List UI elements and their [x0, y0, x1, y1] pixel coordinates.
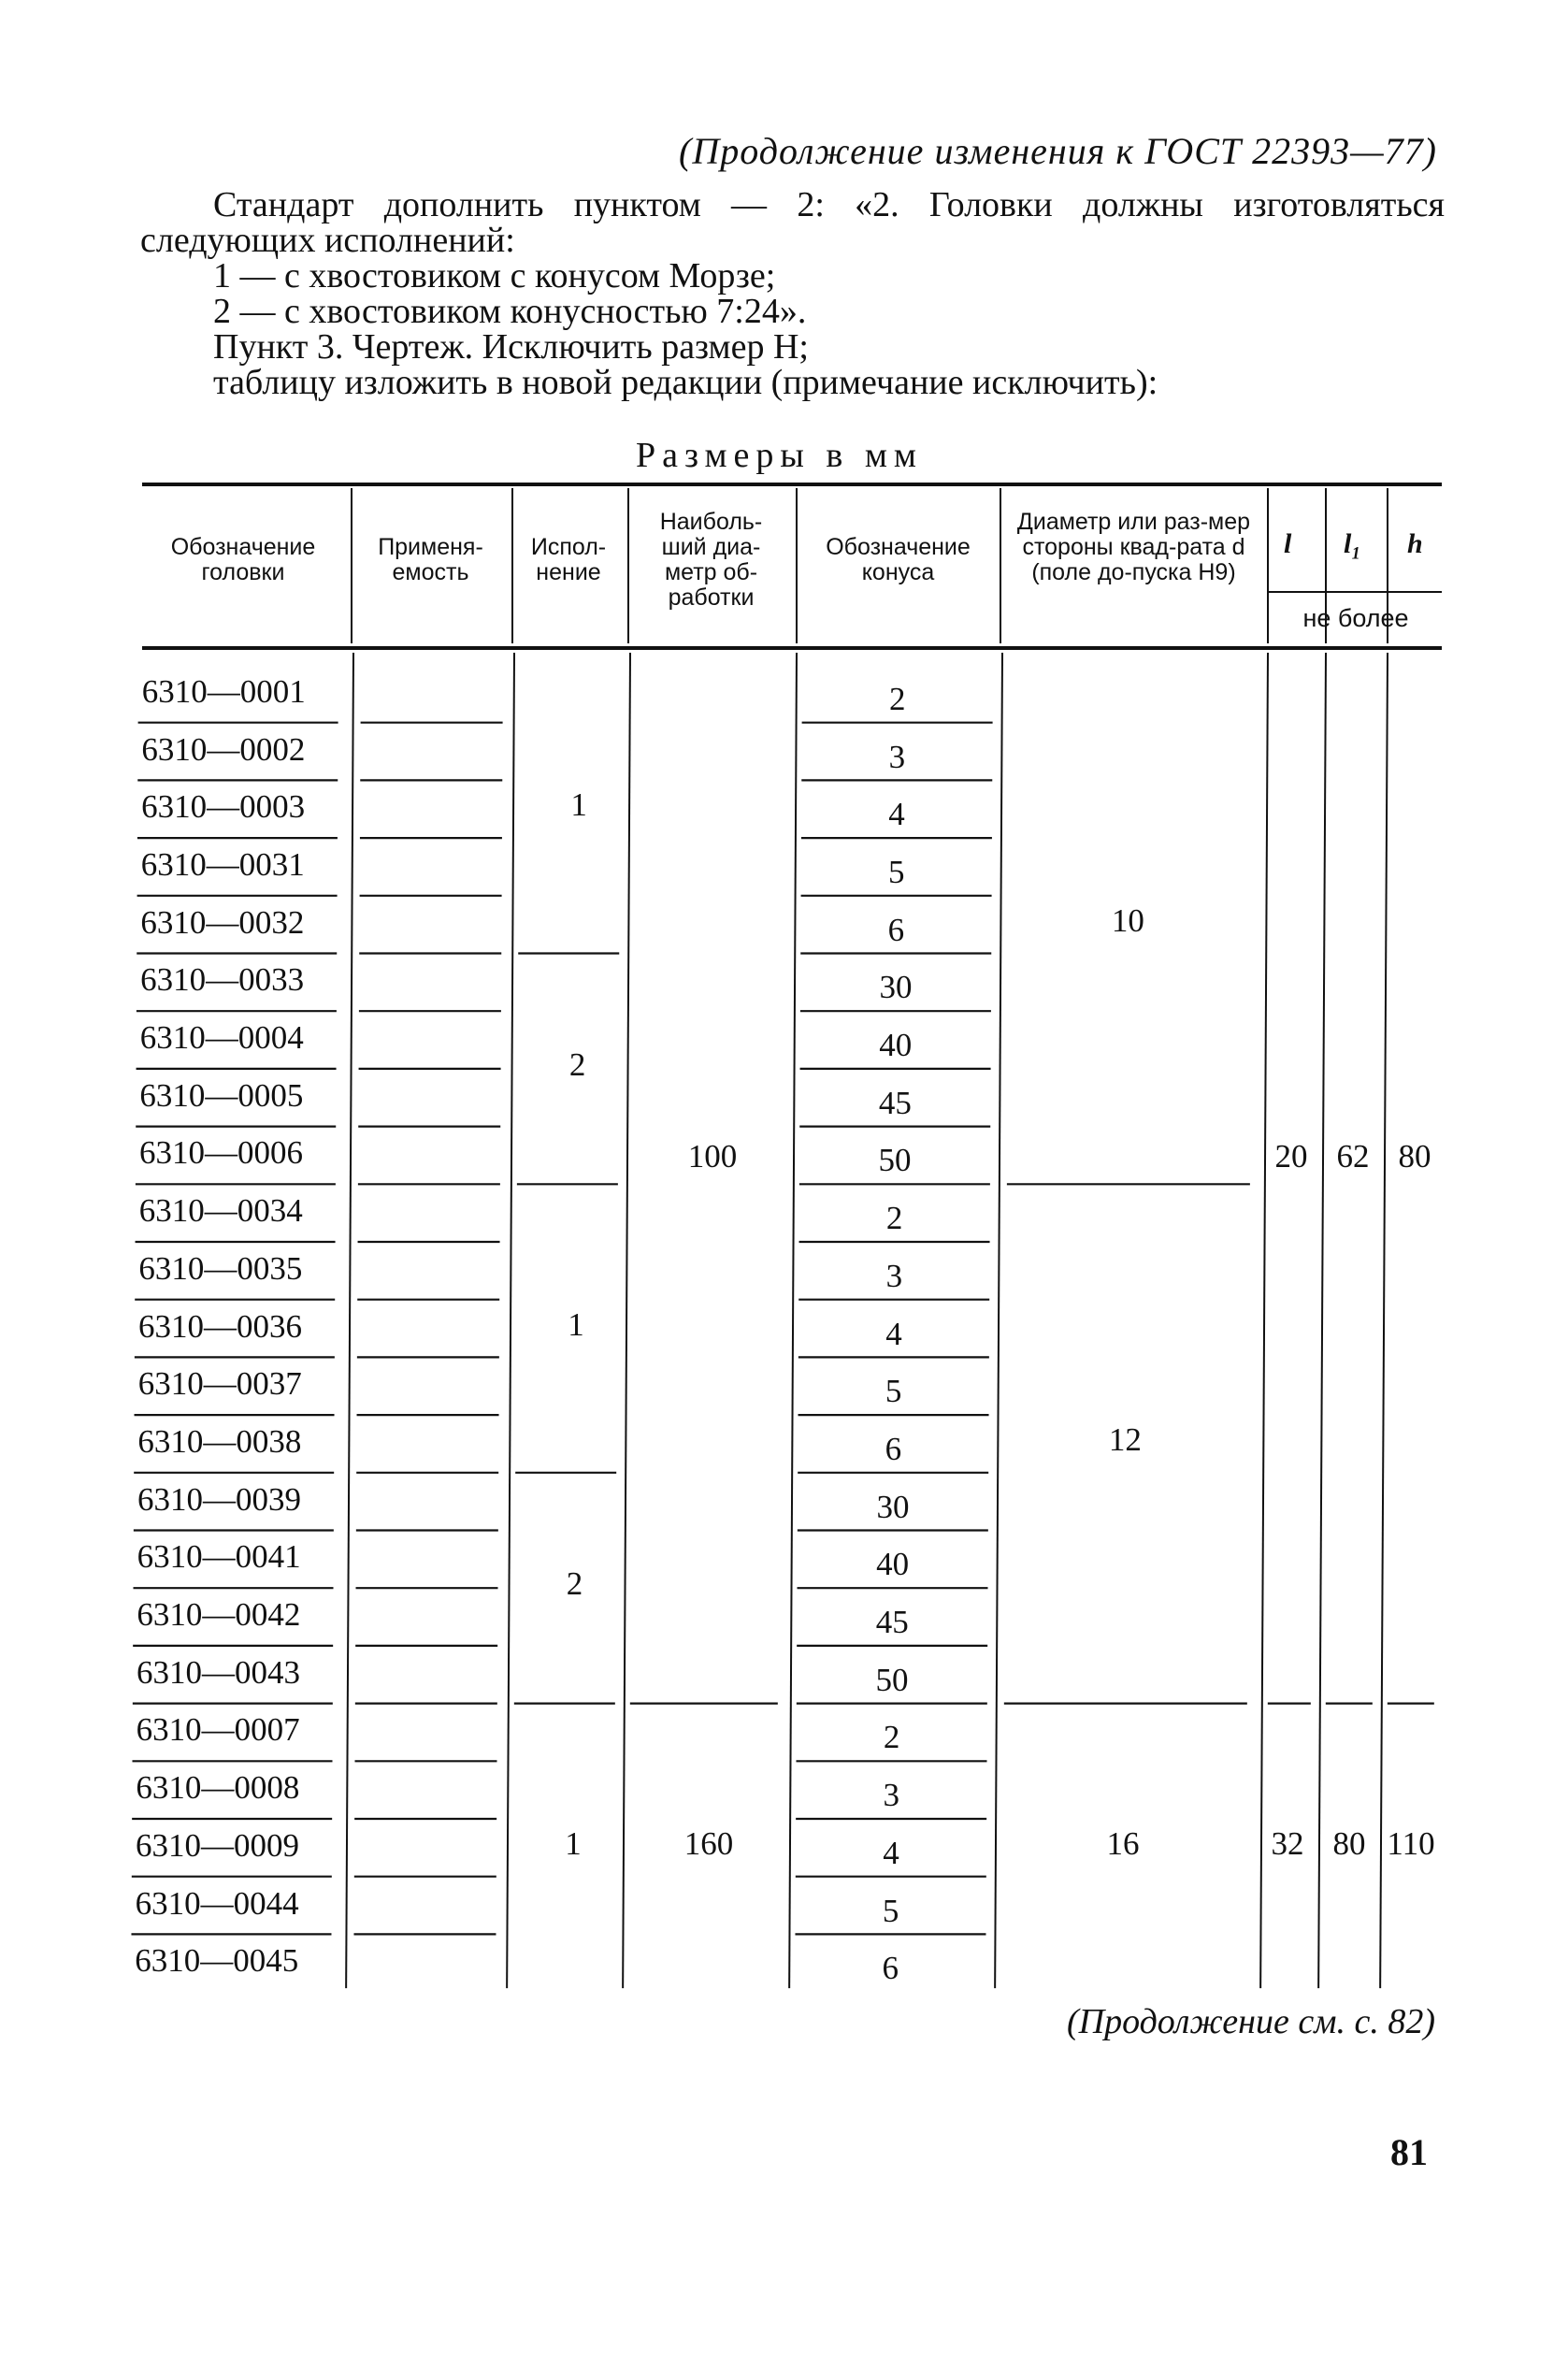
rule-line: [1260, 653, 1268, 1988]
header-square: Диаметр или раз-мер стороны квад-рата d (поле до-пуска H9): [1016, 509, 1251, 585]
header-max-diameter: Наиболь-ший диа-метр об-работки: [659, 509, 763, 611]
rule-line: [1380, 653, 1388, 1988]
designation-cell: 6310—0002: [141, 730, 306, 768]
cone-cell: 5: [882, 1892, 899, 1929]
cone-cell: 3: [888, 738, 906, 775]
header-h: h: [1407, 528, 1423, 559]
dim-h-cell: 110: [1387, 1824, 1435, 1862]
designation-cell: 6310—0038: [137, 1422, 302, 1460]
designation-cell: 6310—0034: [138, 1192, 303, 1230]
designation-cell: 6310—0045: [135, 1942, 299, 1980]
designation-cell: 6310—0043: [137, 1653, 300, 1691]
header-applicability: Применя-емость: [378, 534, 483, 585]
cone-cell: 50: [878, 1142, 912, 1179]
header-l1: l₁: [1344, 528, 1361, 559]
page-number: 81: [1390, 2131, 1428, 2173]
intro-line-2: следующих исполнений:: [140, 221, 515, 260]
cone-cell: 40: [876, 1546, 910, 1583]
designation-cell: 6310—0033: [140, 961, 305, 999]
header-designation: Обозначение головки: [170, 534, 316, 585]
designation-cell: 6310—0007: [136, 1711, 300, 1749]
cone-cell: 5: [887, 853, 905, 890]
cone-cell: 3: [883, 1777, 900, 1814]
square-size-cell: 16: [1106, 1824, 1140, 1862]
cone-cell: 2: [883, 1719, 900, 1756]
intro-line-3: 1 — с хвостовиком с конусом Морзе;: [213, 256, 776, 296]
table-caption: Размеры в мм: [636, 436, 923, 475]
header-version: Испол-нение: [530, 534, 607, 585]
continuation-note: (Продолжение см. с. 82): [1066, 2002, 1435, 2041]
intro-line-1: Стандарт дополнить пунктом — 2: «2. Головки должны изготовляться: [213, 185, 1445, 224]
cone-cell: 30: [879, 969, 913, 1006]
designation-cell: 6310—0008: [136, 1769, 300, 1807]
version-cell: 2: [568, 1045, 586, 1083]
cone-cell: 45: [878, 1084, 912, 1121]
designation-cell: 6310—0036: [138, 1307, 303, 1345]
designation-cell: 6310—0044: [135, 1884, 299, 1922]
designation-cell: 6310—0005: [139, 1076, 304, 1114]
page-header: (Продолжение изменения к ГОСТ 22393—77): [679, 130, 1437, 172]
cone-cell: 40: [879, 1027, 913, 1064]
designation-cell: 6310—0035: [138, 1249, 303, 1287]
version-cell: 2: [566, 1565, 583, 1603]
dim-l1-cell: 62: [1336, 1138, 1370, 1175]
cone-cell: 2: [885, 1200, 903, 1237]
designation-cell: 6310—0009: [135, 1826, 299, 1864]
cone-cell: 2: [888, 680, 906, 717]
dim-l-cell: 32: [1271, 1824, 1304, 1862]
rule-line: [346, 653, 353, 1988]
version-cell: 1: [568, 1305, 584, 1343]
designation-cell: 6310—0031: [140, 845, 305, 883]
square-size-cell: 10: [1111, 901, 1144, 939]
designation-cell: 6310—0041: [137, 1538, 301, 1576]
designation-cell: 6310—0004: [139, 1019, 304, 1057]
cone-cell: 50: [875, 1661, 909, 1698]
intro-line-5: Пункт 3. Чертеж. Исключить размер H;: [213, 327, 809, 367]
intro-line-6: таблицу изложить в новой редакции (примечание исключить):: [213, 363, 1158, 402]
rule-line: [507, 653, 514, 1988]
cone-cell: 4: [883, 1834, 899, 1871]
designation-cell: 6310—0032: [140, 903, 305, 941]
rule-line: [995, 653, 1002, 1988]
designation-cell: 6310—0003: [141, 788, 306, 826]
designation-cell: 6310—0042: [137, 1596, 301, 1634]
cone-cell: 4: [885, 1315, 902, 1352]
header-cone: Обозначение конуса: [826, 534, 971, 585]
dim-l1-cell: 80: [1332, 1824, 1366, 1862]
designation-cell: 6310—0039: [137, 1480, 302, 1518]
dim-h-cell: 80: [1398, 1138, 1431, 1175]
max-diameter-cell: 160: [683, 1824, 734, 1862]
cone-cell: 5: [885, 1373, 902, 1410]
cone-cell: 30: [876, 1488, 910, 1525]
rule-line: [1318, 653, 1326, 1988]
cone-cell: 3: [885, 1257, 903, 1294]
header-not-more: не более: [1302, 604, 1409, 632]
rule-line: [789, 653, 797, 1988]
intro-line-4: 2 — с хвостовиком конусностью 7:24».: [213, 292, 807, 331]
designation-cell: 6310—0001: [141, 672, 306, 710]
cone-cell: 6: [887, 911, 905, 948]
square-size-cell: 12: [1108, 1420, 1142, 1458]
max-diameter-cell: 100: [687, 1138, 738, 1175]
designation-cell: 6310—0037: [137, 1365, 302, 1403]
designation-cell: 6310—0006: [139, 1134, 304, 1172]
cone-cell: 4: [888, 796, 905, 833]
header-l: l: [1284, 528, 1292, 559]
cone-cell: 45: [875, 1604, 909, 1641]
version-cell: 1: [565, 1824, 582, 1862]
version-cell: 1: [570, 786, 587, 824]
rule-line: [623, 653, 630, 1988]
cone-cell: 6: [885, 1430, 902, 1467]
cone-cell: 6: [882, 1950, 899, 1987]
dim-l-cell: 20: [1274, 1138, 1308, 1175]
